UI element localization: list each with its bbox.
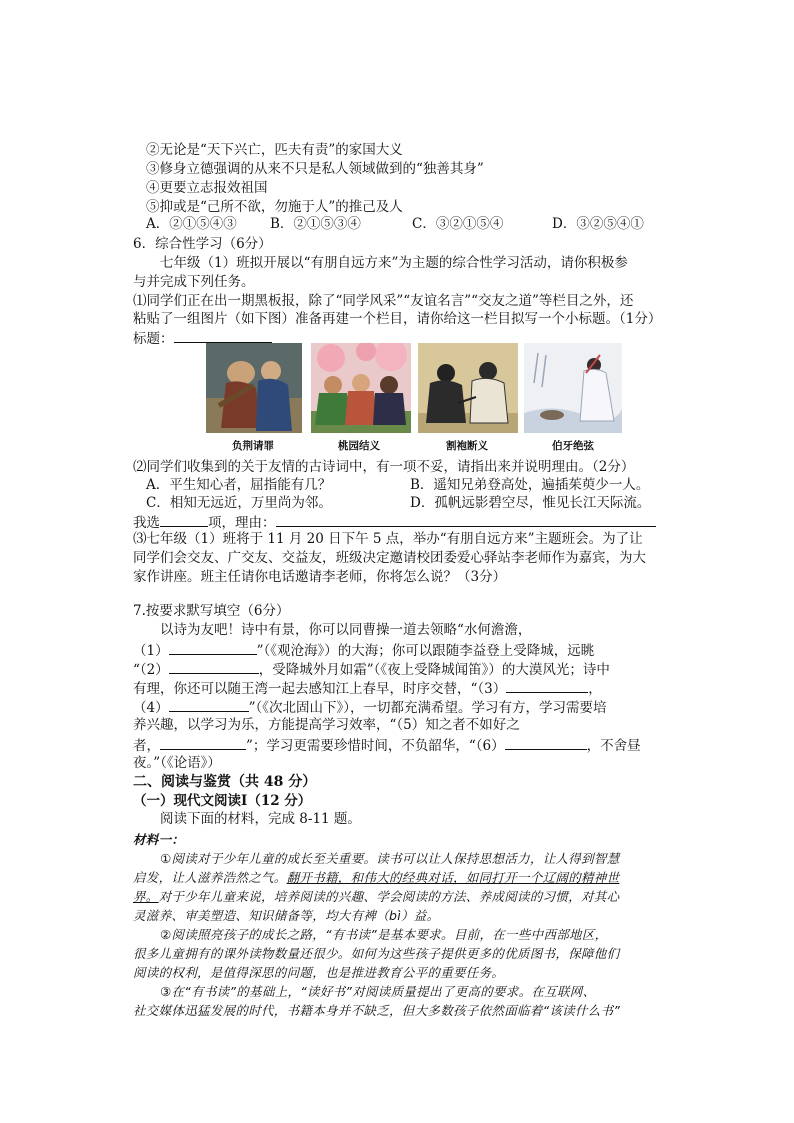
q5-item-5: ⑤抑或是“己所不欲，勿施于人”的推己及人 <box>146 199 403 215</box>
caption-4: 伯牙绝弦 <box>552 440 594 452</box>
picture-taoyuan-jieyi <box>311 343 411 433</box>
q5-option-b: B．②①⑤③④ <box>270 216 361 232</box>
q7-title: 7.按要求默写填空（6分） <box>133 603 290 619</box>
section2-subtitle: （一）现代文阅读Ⅰ（12 分） <box>133 793 312 809</box>
picture-fujing-qingzui <box>206 343 302 433</box>
material-p2-line1: ②阅读照亮孩子的成长之路，“有书读”是基本要求。目前，在一些中西部地区， <box>160 927 608 942</box>
q7-line7-start: 者， <box>133 738 160 754</box>
q7-line2 <box>133 640 663 661</box>
caption-1: 负荆请罪 <box>232 440 274 452</box>
q7-line7-mid: ”；学习更需要珍惜时间，不负韶华，“（6） <box>246 738 505 754</box>
blank-1[interactable] <box>169 640 257 655</box>
material-p3-line2: 社交媒体迅猛发展的时代，书籍本身并不缺乏，但大多数孩子依然面临着“该读什么书” <box>133 1003 621 1018</box>
material-p1-line2 <box>133 868 663 887</box>
blank-4-label: （4） <box>133 700 169 716</box>
answer-prefix: 我选 <box>133 515 160 531</box>
material-p1-line2-plain: 启发，让人滋养浩然之气。 <box>133 870 287 885</box>
material-p1-line3-plain: 对于少年儿童来说，培养阅读的兴趣、学会阅读的方法、养成阅读的习惯，对其心 <box>158 889 620 904</box>
q6-part2-option-d: D．孤帆远影碧空尽，惟见长江天际流。 <box>410 495 651 511</box>
caption-2: 桃园结义 <box>338 440 380 452</box>
q5-item-2: ②无论是“天下兴亡，匹夫有责”的家国大义 <box>146 142 403 158</box>
q6-part2-option-b: B．遥知兄弟登高处，遍插茱萸少一人。 <box>410 477 650 493</box>
q7-line5-rest: ”（《次北固山下》），一切都充满希望。学习有方，学习需要培 <box>248 700 607 716</box>
material-p2-line3: 阅读的权利，是值得深思的问题，也是推进教育公平的重要任务。 <box>133 965 505 980</box>
material-p1-line3 <box>133 887 663 906</box>
choice-blank[interactable] <box>160 512 208 527</box>
q7-line3-rest: ，受降城外月如霜”（《夜上受降城闻笛》）的大漠风光；诗中 <box>258 662 610 678</box>
title-label: 标题： <box>133 331 174 347</box>
blank-2[interactable] <box>169 659 259 674</box>
material-p1-line1: ①阅读对于少年儿童的成长至关重要。读书可以让人保持思想活力，让人得到智慧 <box>160 851 620 866</box>
blank-5[interactable] <box>160 735 246 750</box>
q7-line4 <box>133 678 663 699</box>
q5-option-a: A．②①⑤④③ <box>146 216 237 232</box>
q6-part3-line1: ⑶七年级（1）班将于 11 月 20 日下午 5 点，举办“有朋自远方来”主题班会。为了让 <box>133 531 643 547</box>
q6-title: 6．综合性学习（6分） <box>133 236 272 252</box>
q7-line3 <box>133 659 663 680</box>
material-p3-line1: ③在“有书读”的基础上，“读好书”对阅读质量提出了更高的要求。在互联网、 <box>160 984 596 999</box>
blank-3-label: 有理，你还可以随王湾一起去感知江上春早，时序交替，“（3） <box>133 681 507 697</box>
q6-part2-option-a: A．平生知心者，屈指能有几？ <box>146 477 332 493</box>
caption-3: 割袍断义 <box>446 440 488 452</box>
blank-3[interactable] <box>506 678 588 693</box>
material-p2-line2: 很多儿童拥有的课外读物数量还很少。如何为这些孩子提供更多的优质图书，保障他们 <box>133 946 620 961</box>
q6-part1-line2: 粘贴了一组图片（如下图）准备再建一个栏目，请你给这一栏目拟写一个小标题。（1分） <box>133 311 662 327</box>
q6-part2-option-c: C．相知无远近，万里尚为邻。 <box>146 495 332 511</box>
picture-strip <box>206 343 622 453</box>
material-p1-underlined-b: 界。 <box>133 889 159 904</box>
material-p1-underlined-a: 翻开书籍，和伟大的经典对话，如同打开一个辽阔的精神世 <box>286 870 620 885</box>
q6-part3-line2: 同学们会交友、广交友、交益友，班级决定邀请校团委爱心驿站李老师作为嘉宾，为大 <box>133 550 646 566</box>
q7-line6: 养兴趣，以学习为乐，方能提高学习效率，“（5）知之者不如好之 <box>133 717 520 733</box>
picture-gepao-duanyi <box>418 343 518 433</box>
q7-line4-rest: ， <box>588 681 602 697</box>
q6-part3-line3: 家作讲座。班主任请你电话邀请李老师，你将怎么说？（3分） <box>133 569 507 585</box>
reason-label: 项，理由： <box>208 515 276 531</box>
q7-line5 <box>133 697 663 718</box>
q6-part2: ⑵同学们收集到的关于友情的古诗词中，有一项不妥，请指出来并说明理由。（2分） <box>133 459 635 475</box>
picture-boya-juexian <box>524 343 622 433</box>
blank-2-label: “（2） <box>133 662 169 678</box>
q6-intro-1: 七年级（1）班拟开展以“有朋自远方来”为主题的综合性学习活动，请你积极参 <box>160 255 628 271</box>
reason-blank[interactable] <box>276 512 656 527</box>
q5-item-3: ③修身立德强调的从来不只是私人领域做到的“独善其身” <box>146 161 484 177</box>
material-label: 材料一： <box>133 832 185 847</box>
q7-line7 <box>133 735 663 756</box>
q7-line8: 夜。”（《论语》） <box>133 755 221 771</box>
q7-line2-rest: ”（《观沧海》）的大海；你可以跟随李益登上受降城，远眺 <box>256 643 595 659</box>
q6-intro-2: 与并完成下列任务。 <box>133 274 255 290</box>
title-answer-blank[interactable] <box>174 328 272 343</box>
section2-title: 二、阅读与鉴赏（共 48 分） <box>133 774 317 790</box>
blank-1-label: （1） <box>133 643 169 659</box>
q7-line7-end: ，不舍昼 <box>586 738 641 754</box>
q5-option-d: D．③②⑤④① <box>552 216 644 232</box>
blank-4[interactable] <box>169 697 249 712</box>
q7-line1: 以诗为友吧！诗中有景，你可以同曹操一道去领略“水何澹澹， <box>160 622 532 638</box>
q5-item-4: ④更要立志报效祖国 <box>146 180 268 196</box>
section2-instruction: 阅读下面的材料，完成 8-11 题。 <box>160 811 361 827</box>
material-p1-line4: 灵滋养、审美塑造、知识储备等，均大有裨（bì）益。 <box>133 908 440 923</box>
q6-part1-line1: ⑴同学们正在出一期黑板报，除了“同学风采”“友谊名言”“交友之道”等栏目之外，还 <box>133 293 634 309</box>
q5-option-c: C．③②①⑤④ <box>412 216 504 232</box>
blank-6[interactable] <box>505 735 587 750</box>
